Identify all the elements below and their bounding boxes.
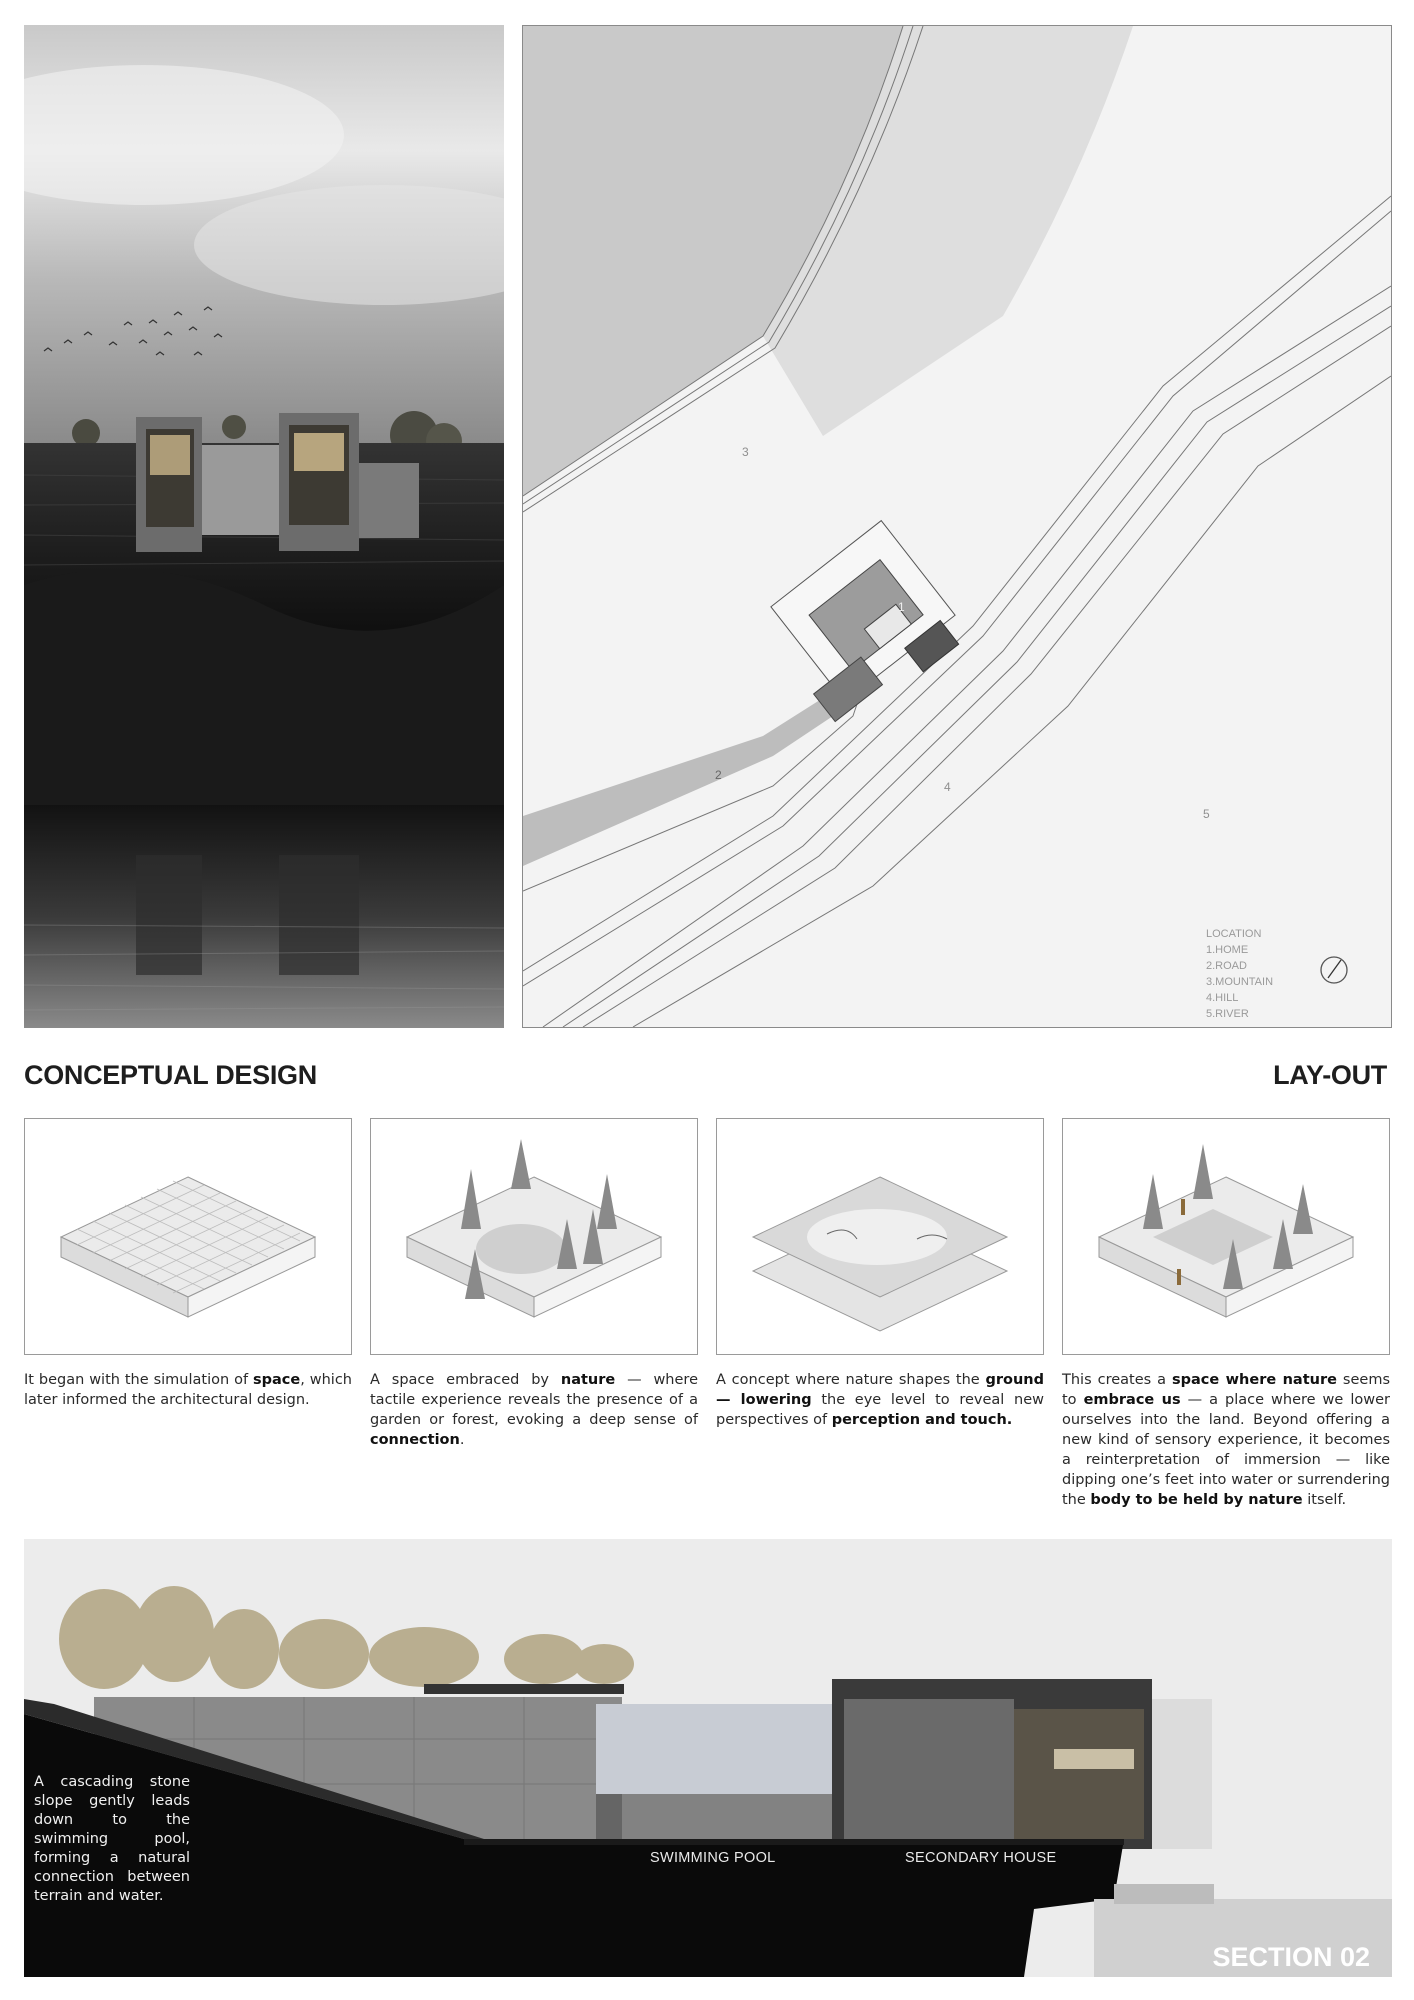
text-segment: , which later informed the architectural design. [24, 1372, 352, 1408]
site-plan [522, 25, 1392, 1028]
location-legend [1206, 926, 1273, 1022]
swimming-pool-label: SWIMMING POOL [650, 1850, 776, 1866]
cliff-house-render [24, 25, 504, 1028]
plan-label-4: 4 [944, 780, 951, 794]
legend-item: 1.HOME [1206, 944, 1249, 956]
conceptual-design-title: CONCEPTUAL DESIGN [24, 1060, 317, 1090]
section-number-label: SECTION 02 [1212, 1942, 1370, 1972]
text-segment: seems to [1062, 1372, 1390, 1408]
text-segment: A concept where nature shapes the [716, 1372, 986, 1388]
text-segment: the eye level to reveal new perspectives of [716, 1392, 1044, 1428]
text-segment: itself. [1302, 1492, 1347, 1508]
concept-text-1 [24, 1370, 352, 1410]
text-segment: A space embraced by [370, 1372, 561, 1388]
concept-text-3 [716, 1370, 1044, 1430]
section-description: A cascading stone slope gently leads down to the swimming pool, forming a natural connection between terrain and water. [34, 1774, 190, 1904]
legend-item: 4.HILL [1206, 992, 1239, 1004]
plan-label-1: 1 [898, 600, 905, 614]
section-drawing [24, 1539, 1392, 1977]
section-render-image [24, 1539, 1392, 1977]
concept-diagram-nature [370, 1118, 698, 1355]
concept-text-4 [1062, 1370, 1390, 1510]
concept-diagram-grid [24, 1118, 352, 1355]
legend-item: 3.MOUNTAIN [1206, 976, 1274, 988]
concept-diagram-ground [716, 1118, 1044, 1355]
text-segment: This creates a [1062, 1372, 1173, 1388]
text-segment: . [459, 1432, 465, 1448]
layout-title: LAY-OUT [1273, 1060, 1387, 1090]
site-plan-drawing [523, 26, 1391, 1027]
legend-item: 2.ROAD [1206, 960, 1247, 972]
plan-label-2: 2 [715, 768, 722, 782]
text-segment: It began with the simulation of [24, 1372, 253, 1388]
text-segment-bold: perception and touch. [831, 1412, 1013, 1428]
plan-label-5: 5 [1203, 807, 1210, 821]
legend-item: 5.RIVER [1206, 1008, 1249, 1020]
text-segment-bold: connection [370, 1432, 460, 1448]
legend-heading: LOCATION [1206, 928, 1262, 940]
concept-diagram-embrace [1062, 1118, 1390, 1355]
text-segment-bold: body to be held by nature [1090, 1492, 1303, 1508]
text-segment-bold: space where nature [1172, 1372, 1337, 1388]
text-segment-bold: space [252, 1372, 301, 1388]
concept-text-2 [370, 1370, 698, 1450]
text-segment-bold: nature [560, 1372, 616, 1388]
text-segment: — a place where we lower ourselves into the land. Beyond offering a new kind of sensory experience, it becomes a reinterpretation of immersion — like dipping one’s feet into water or surrendering the [1062, 1392, 1390, 1508]
text-segment: — where tactile experience reveals the presence of a garden or forest, evoking a deep sense of [370, 1372, 698, 1428]
hero-render-image [24, 25, 504, 1028]
text-segment-bold: embrace us [1083, 1392, 1181, 1408]
text-segment-bold: ground — lowering [716, 1372, 1044, 1408]
secondary-house-label: SECONDARY HOUSE [905, 1850, 1057, 1866]
plan-label-3: 3 [742, 445, 749, 459]
